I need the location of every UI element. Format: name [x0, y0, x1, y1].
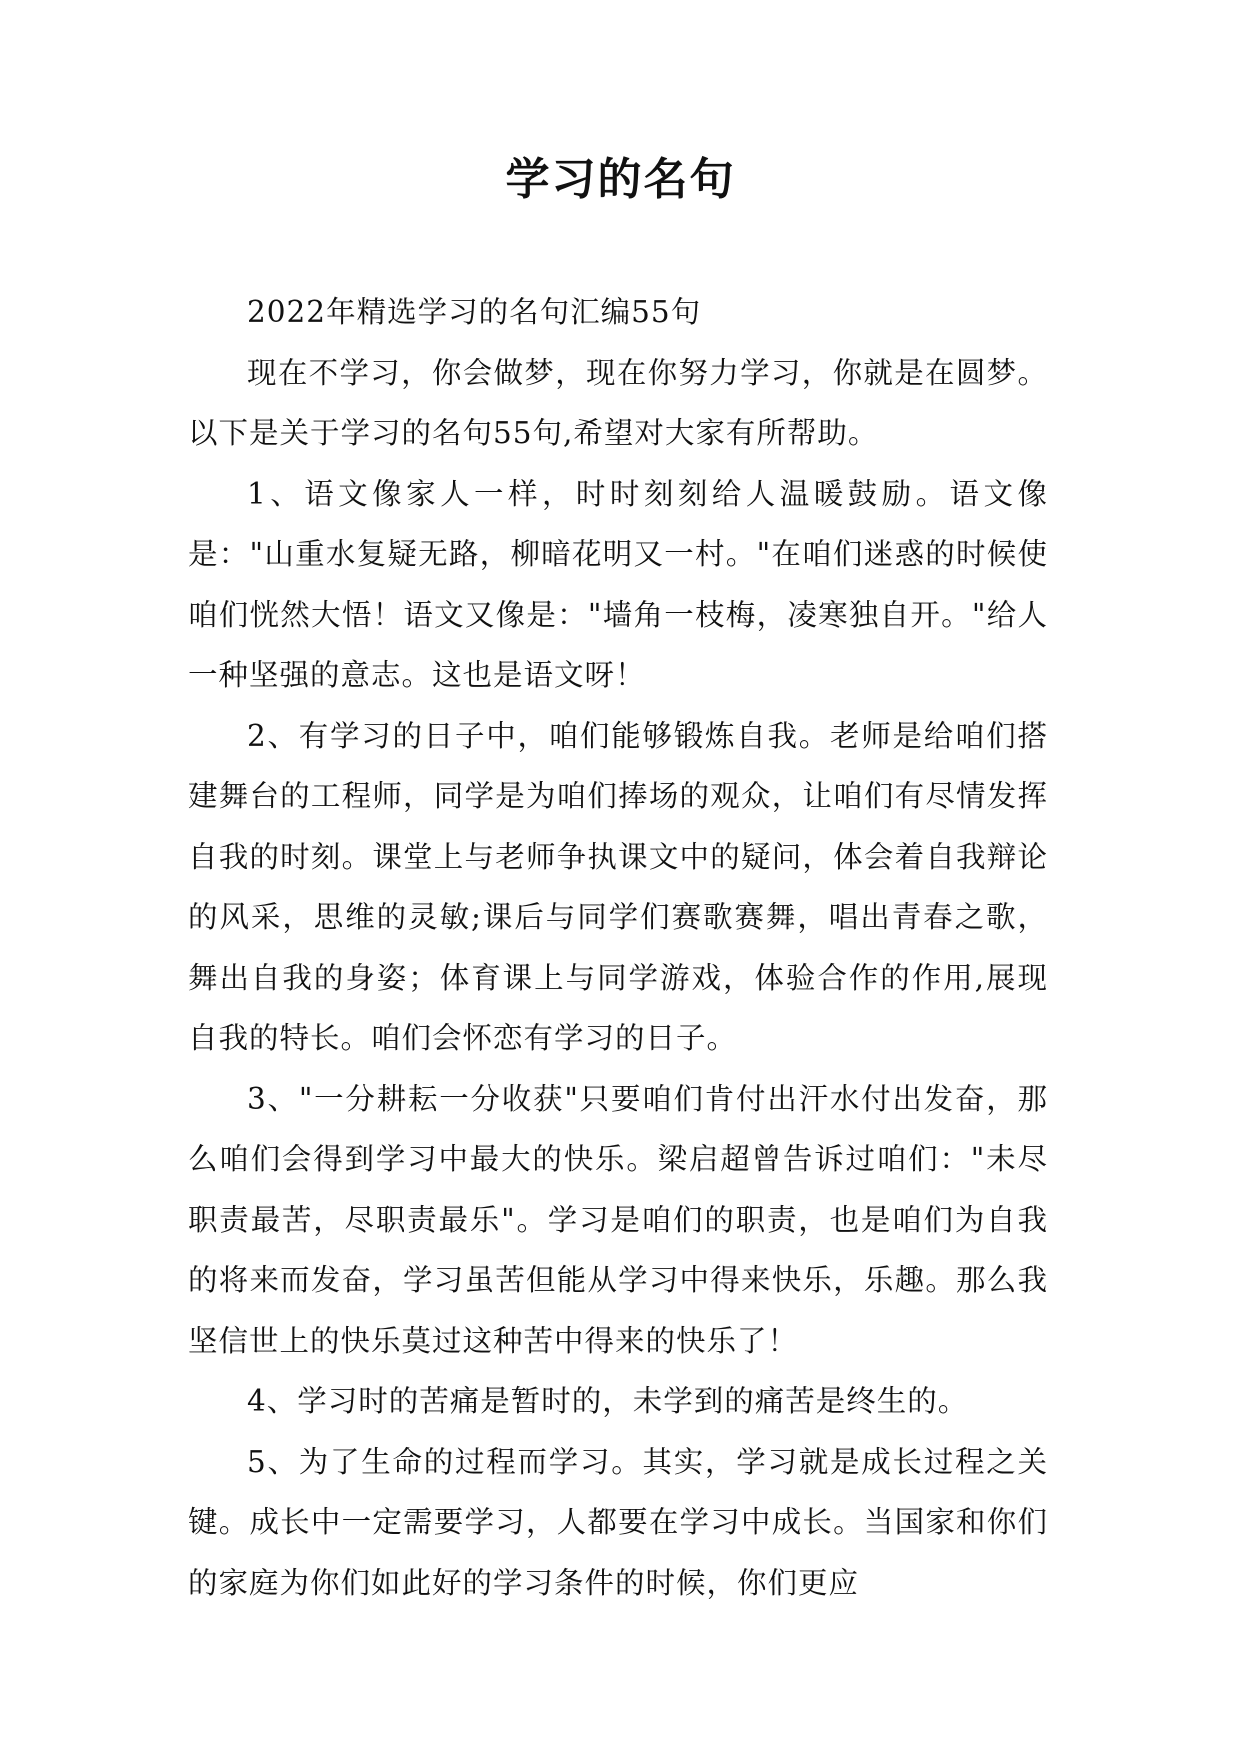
- quote-paragraph-5: 5、为了生命的过程而学习。其实，学习就是成长过程之关键。成长中一定需要学习，人都要在学习中成长。当国家和你们的家庭为你们如此好的学习条件的时候，你们更应: [188, 1444, 1048, 1600]
- quote-paragraph-2: 2、有学习的日子中，咱们能够锻炼自我。老师是给咱们搭建舞台的工程师，同学是为咱们捧场的观众，让咱们有尽情发挥自我的时刻。课堂上与老师争执课文中的疑问，体会着自我辩论的风采，思维的灵敏;课后与同学们赛歌赛舞，唱出青春之歌，舞出自我的身姿；体育课上与同学游戏，体验合作的作用,展现自我的特长。咱们会怀恋有学习的日子。: [188, 718, 1048, 1055]
- quote-paragraph-1: 1、语文像家人一样，时时刻刻给人温暖鼓励。语文像是："山重水复疑无路，柳暗花明又一村。"在咱们迷惑的时候使咱们恍然大悟！语文又像是："墙角一枝梅，凌寒独自开。"给人一种坚强的意志。这也是语文呀！: [188, 476, 1048, 692]
- document-title: 学习的名句: [505, 154, 736, 205]
- intro-paragraph: 现在不学习，你会做梦，现在你努力学习，你就是在圆梦。以下是关于学习的名句55句,希望对大家有所帮助。: [188, 355, 1048, 450]
- document-body: [188, 282, 1048, 1613]
- quote-paragraph-4: 4、学习时的苦痛是暂时的，未学到的痛苦是终生的。: [247, 1384, 969, 1418]
- subtitle-paragraph: 2022年精选学习的名句汇编55句: [247, 295, 702, 329]
- quote-paragraph-3: 3、"一分耕耘一分收获"只要咱们肯付出汗水付出发奋，那么咱们会得到学习中最大的快乐。梁启超曾告诉过咱们："未尽职责最苦，尽职责最乐"。学习是咱们的职责，也是咱们为自我的将来而发奋，学习虽苦但能从学习中得来快乐，乐趣。那么我坚信世上的快乐莫过这种苦中得来的快乐了！: [188, 1081, 1048, 1358]
